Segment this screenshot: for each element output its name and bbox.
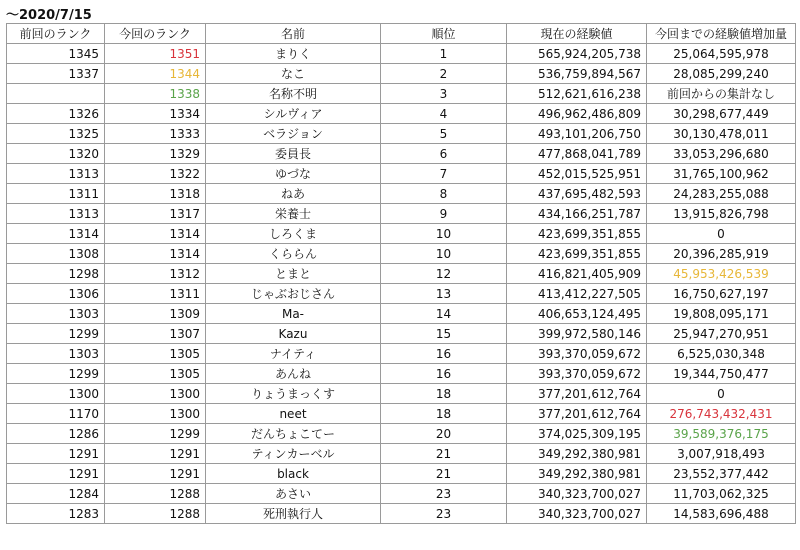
table-row bbox=[7, 164, 796, 184]
cell-position: 16 bbox=[381, 344, 507, 364]
header-row bbox=[7, 24, 796, 44]
table-row bbox=[7, 44, 796, 64]
cell-name: くららん bbox=[206, 244, 381, 264]
cell-prev-rank: 1303 bbox=[7, 344, 105, 364]
cell-current-exp: 399,972,580,146 bbox=[507, 324, 647, 344]
header-position: 順位 bbox=[381, 24, 507, 44]
cell-current-exp: 377,201,612,764 bbox=[507, 404, 647, 424]
cell-position: 9 bbox=[381, 204, 507, 224]
cell-name: 名称不明 bbox=[206, 84, 381, 104]
cell-current-rank: 1314 bbox=[105, 224, 206, 244]
table-row bbox=[7, 224, 796, 244]
cell-exp-gain: 14,583,696,488 bbox=[647, 504, 796, 524]
cell-current-exp: 374,025,309,195 bbox=[507, 424, 647, 444]
cell-current-exp: 349,292,380,981 bbox=[507, 464, 647, 484]
cell-current-exp: 393,370,059,672 bbox=[507, 364, 647, 384]
cell-position: 10 bbox=[381, 224, 507, 244]
cell-current-rank: 1291 bbox=[105, 464, 206, 484]
table-row bbox=[7, 204, 796, 224]
cell-exp-gain: 11,703,062,325 bbox=[647, 484, 796, 504]
cell-position: 3 bbox=[381, 84, 507, 104]
cell-current-rank: 1351 bbox=[105, 44, 206, 64]
cell-prev-rank: 1337 bbox=[7, 64, 105, 84]
cell-current-rank: 1300 bbox=[105, 384, 206, 404]
cell-prev-rank: 1299 bbox=[7, 324, 105, 344]
cell-prev-rank: 1325 bbox=[7, 124, 105, 144]
cell-position: 21 bbox=[381, 464, 507, 484]
cell-prev-rank: 1311 bbox=[7, 184, 105, 204]
cell-exp-gain: 6,525,030,348 bbox=[647, 344, 796, 364]
table-row bbox=[7, 264, 796, 284]
cell-prev-rank: 1283 bbox=[7, 504, 105, 524]
cell-current-rank: 1333 bbox=[105, 124, 206, 144]
cell-exp-gain: 31,765,100,962 bbox=[647, 164, 796, 184]
cell-prev-rank: 1326 bbox=[7, 104, 105, 124]
table-row bbox=[7, 284, 796, 304]
cell-exp-gain: 3,007,918,493 bbox=[647, 444, 796, 464]
cell-name: まりく bbox=[206, 44, 381, 64]
cell-current-rank: 1322 bbox=[105, 164, 206, 184]
table-row bbox=[7, 464, 796, 484]
cell-prev-rank: 1313 bbox=[7, 204, 105, 224]
cell-current-exp: 416,821,405,909 bbox=[507, 264, 647, 284]
sheet-title: 〜2020/7/15 bbox=[6, 8, 92, 23]
cell-position: 16 bbox=[381, 364, 507, 384]
cell-exp-gain: 前回からの集計なし bbox=[647, 84, 796, 104]
cell-name: りょうまっくす bbox=[206, 384, 381, 404]
cell-prev-rank: 1314 bbox=[7, 224, 105, 244]
cell-position: 23 bbox=[381, 504, 507, 524]
cell-exp-gain: 25,947,270,951 bbox=[647, 324, 796, 344]
cell-exp-gain: 30,130,478,011 bbox=[647, 124, 796, 144]
cell-name: 死刑執行人 bbox=[206, 504, 381, 524]
cell-name: あさい bbox=[206, 484, 381, 504]
cell-prev-rank: 1313 bbox=[7, 164, 105, 184]
cell-name: だんちょこてー bbox=[206, 424, 381, 444]
cell-exp-gain: 28,085,299,240 bbox=[647, 64, 796, 84]
cell-exp-gain: 19,808,095,171 bbox=[647, 304, 796, 324]
cell-exp-gain: 39,589,376,175 bbox=[647, 424, 796, 444]
ranking-table bbox=[6, 23, 796, 524]
cell-current-rank: 1288 bbox=[105, 504, 206, 524]
cell-exp-gain: 20,396,285,919 bbox=[647, 244, 796, 264]
cell-current-rank: 1344 bbox=[105, 64, 206, 84]
cell-exp-gain: 33,053,296,680 bbox=[647, 144, 796, 164]
cell-prev-rank: 1303 bbox=[7, 304, 105, 324]
table-row bbox=[7, 184, 796, 204]
table-row bbox=[7, 404, 796, 424]
cell-position: 18 bbox=[381, 384, 507, 404]
cell-current-exp: 512,621,616,238 bbox=[507, 84, 647, 104]
cell-position: 1 bbox=[381, 44, 507, 64]
cell-current-rank: 1288 bbox=[105, 484, 206, 504]
cell-position: 20 bbox=[381, 424, 507, 444]
cell-prev-rank: 1320 bbox=[7, 144, 105, 164]
cell-prev-rank: 1299 bbox=[7, 364, 105, 384]
cell-current-rank: 1305 bbox=[105, 344, 206, 364]
cell-exp-gain: 16,750,627,197 bbox=[647, 284, 796, 304]
cell-current-rank: 1312 bbox=[105, 264, 206, 284]
cell-name: じゃぶおじさん bbox=[206, 284, 381, 304]
table-row bbox=[7, 104, 796, 124]
cell-current-exp: 434,166,251,787 bbox=[507, 204, 647, 224]
table-row bbox=[7, 64, 796, 84]
cell-position: 12 bbox=[381, 264, 507, 284]
cell-current-exp: 477,868,041,789 bbox=[507, 144, 647, 164]
table-body bbox=[7, 44, 796, 524]
header-name: 名前 bbox=[206, 24, 381, 44]
cell-current-exp: 423,699,351,855 bbox=[507, 224, 647, 244]
cell-current-rank: 1305 bbox=[105, 364, 206, 384]
cell-name: なこ bbox=[206, 64, 381, 84]
cell-position: 21 bbox=[381, 444, 507, 464]
cell-exp-gain: 25,064,595,978 bbox=[647, 44, 796, 64]
cell-exp-gain: 0 bbox=[647, 224, 796, 244]
table-row bbox=[7, 424, 796, 444]
cell-exp-gain: 19,344,750,477 bbox=[647, 364, 796, 384]
cell-current-rank: 1307 bbox=[105, 324, 206, 344]
table-row bbox=[7, 304, 796, 324]
cell-exp-gain: 45,953,426,539 bbox=[647, 264, 796, 284]
cell-name: Ma- bbox=[206, 304, 381, 324]
cell-exp-gain: 30,298,677,449 bbox=[647, 104, 796, 124]
table-row bbox=[7, 124, 796, 144]
table-row bbox=[7, 84, 796, 104]
cell-current-exp: 452,015,525,951 bbox=[507, 164, 647, 184]
cell-current-exp: 496,962,486,809 bbox=[507, 104, 647, 124]
cell-current-rank: 1309 bbox=[105, 304, 206, 324]
cell-prev-rank: 1298 bbox=[7, 264, 105, 284]
cell-name: しろくま bbox=[206, 224, 381, 244]
cell-current-rank: 1311 bbox=[105, 284, 206, 304]
cell-position: 13 bbox=[381, 284, 507, 304]
cell-current-exp: 340,323,700,027 bbox=[507, 504, 647, 524]
cell-current-exp: 377,201,612,764 bbox=[507, 384, 647, 404]
table-row bbox=[7, 324, 796, 344]
cell-current-exp: 349,292,380,981 bbox=[507, 444, 647, 464]
cell-position: 14 bbox=[381, 304, 507, 324]
cell-current-rank: 1300 bbox=[105, 404, 206, 424]
cell-position: 8 bbox=[381, 184, 507, 204]
cell-name: ベラジョン bbox=[206, 124, 381, 144]
cell-prev-rank: 1345 bbox=[7, 44, 105, 64]
header-exp-gain: 今回までの経験値増加量 bbox=[647, 24, 796, 44]
cell-prev-rank: 1291 bbox=[7, 444, 105, 464]
cell-current-rank: 1329 bbox=[105, 144, 206, 164]
cell-current-rank: 1314 bbox=[105, 244, 206, 264]
cell-name: 栄養士 bbox=[206, 204, 381, 224]
table-row bbox=[7, 344, 796, 364]
cell-position: 18 bbox=[381, 404, 507, 424]
cell-position: 10 bbox=[381, 244, 507, 264]
cell-exp-gain: 276,743,432,431 bbox=[647, 404, 796, 424]
cell-prev-rank: 1284 bbox=[7, 484, 105, 504]
cell-position: 7 bbox=[381, 164, 507, 184]
cell-current-exp: 565,924,205,738 bbox=[507, 44, 647, 64]
cell-prev-rank: 1306 bbox=[7, 284, 105, 304]
cell-prev-rank: 1291 bbox=[7, 464, 105, 484]
cell-current-exp: 413,412,227,505 bbox=[507, 284, 647, 304]
cell-name: ねあ bbox=[206, 184, 381, 204]
cell-name: black bbox=[206, 464, 381, 484]
cell-name: ゆづな bbox=[206, 164, 381, 184]
table-row bbox=[7, 504, 796, 524]
table-row bbox=[7, 384, 796, 404]
cell-name: neet bbox=[206, 404, 381, 424]
table-row bbox=[7, 484, 796, 504]
cell-position: 5 bbox=[381, 124, 507, 144]
cell-current-exp: 406,653,124,495 bbox=[507, 304, 647, 324]
cell-prev-rank: 1286 bbox=[7, 424, 105, 444]
cell-current-exp: 393,370,059,672 bbox=[507, 344, 647, 364]
cell-current-rank: 1318 bbox=[105, 184, 206, 204]
header-current-exp: 現在の経験値 bbox=[507, 24, 647, 44]
cell-name: とまと bbox=[206, 264, 381, 284]
cell-current-exp: 536,759,894,567 bbox=[507, 64, 647, 84]
cell-name: シルヴィア bbox=[206, 104, 381, 124]
cell-current-rank: 1299 bbox=[105, 424, 206, 444]
cell-name: 委員長 bbox=[206, 144, 381, 164]
cell-current-exp: 340,323,700,027 bbox=[507, 484, 647, 504]
table-row bbox=[7, 444, 796, 464]
cell-current-rank: 1334 bbox=[105, 104, 206, 124]
cell-current-rank: 1317 bbox=[105, 204, 206, 224]
cell-exp-gain: 13,915,826,798 bbox=[647, 204, 796, 224]
table-row bbox=[7, 364, 796, 384]
cell-current-rank: 1291 bbox=[105, 444, 206, 464]
header-current-rank: 今回のランク bbox=[105, 24, 206, 44]
cell-name: Kazu bbox=[206, 324, 381, 344]
cell-position: 4 bbox=[381, 104, 507, 124]
cell-current-exp: 423,699,351,855 bbox=[507, 244, 647, 264]
cell-name: ナイティ bbox=[206, 344, 381, 364]
header-prev-rank: 前回のランク bbox=[7, 24, 105, 44]
cell-position: 23 bbox=[381, 484, 507, 504]
cell-prev-rank bbox=[7, 84, 105, 104]
table-row bbox=[7, 144, 796, 164]
cell-name: あんね bbox=[206, 364, 381, 384]
cell-prev-rank: 1308 bbox=[7, 244, 105, 264]
cell-current-exp: 493,101,206,750 bbox=[507, 124, 647, 144]
cell-prev-rank: 1170 bbox=[7, 404, 105, 424]
cell-current-rank: 1338 bbox=[105, 84, 206, 104]
cell-position: 6 bbox=[381, 144, 507, 164]
cell-exp-gain: 24,283,255,088 bbox=[647, 184, 796, 204]
cell-current-exp: 437,695,482,593 bbox=[507, 184, 647, 204]
cell-prev-rank: 1300 bbox=[7, 384, 105, 404]
cell-exp-gain: 23,552,377,442 bbox=[647, 464, 796, 484]
table-row bbox=[7, 244, 796, 264]
cell-name: ティンカーベル bbox=[206, 444, 381, 464]
cell-position: 2 bbox=[381, 64, 507, 84]
cell-position: 15 bbox=[381, 324, 507, 344]
cell-exp-gain: 0 bbox=[647, 384, 796, 404]
